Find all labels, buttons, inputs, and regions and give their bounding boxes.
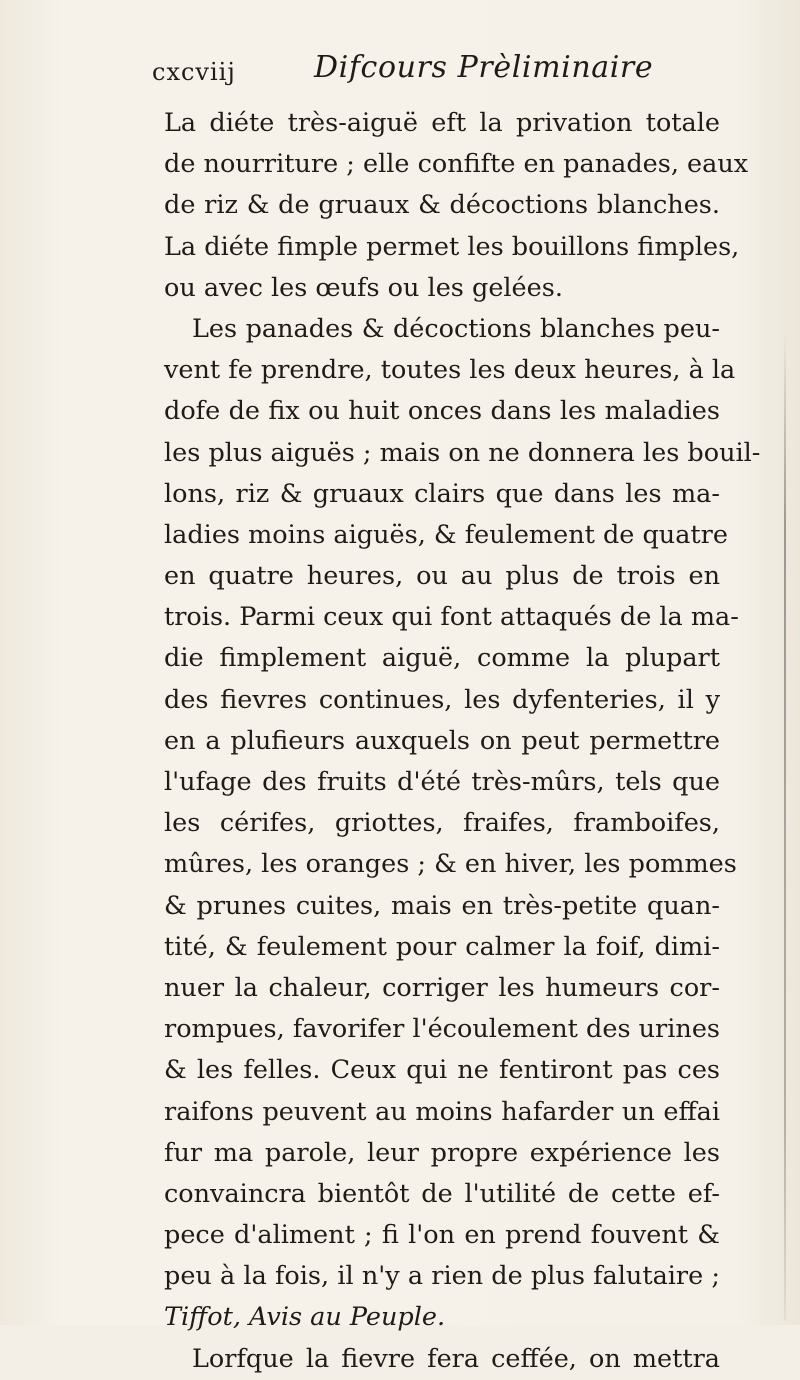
page-edge-shadow [784,330,786,1320]
text-line: vent fe prendre, toutes les deux heures, à la [164,355,736,386]
text-line: La diéte très-aiguë eft la privation totale [164,108,720,138]
text-line: die fimplement aiguë, comme la plupart [164,643,720,674]
text-line: Lorfque la fievre fera ceffée, on mettra [192,1343,720,1374]
text-line: pece d'aliment ; fi l'on en prend fouvent & [164,1220,720,1251]
text-line: nuer la chaleur, corriger les humeurs cor- [164,972,720,1003]
text-line: trois. Parmi ceux qui font attaqués de la ma- [164,602,739,633]
text-line: ou avec les œufs ou les gelées. [164,272,563,303]
text-line: mûres, les oranges ; & en hiver, les pommes [164,849,737,880]
text-line: La diéte fimple permet les bouillons fimples, [164,231,740,262]
text-line: tité, & feulement pour calmer la foif, dimi- [164,931,720,962]
page-number: cxcviij [152,58,236,86]
text-line: de nourriture ; elle confifte en panades, eaux [164,149,749,180]
text-line: & prunes cuites, mais en très-petite quan- [164,890,720,921]
text-line: les cérifes, griottes, fraifes, framboifes, [164,808,720,839]
text-line: peu à la fois, il n'y a rien de plus falutaire ; [164,1261,720,1292]
text-line: dofe de fix ou huit onces dans les maladies [164,396,720,427]
text-line: fur ma parole, leur propre expérience les [164,1137,720,1168]
text-line: rompues, favorifer l'écoulement des urines [164,1014,721,1045]
text-line: Les panades & décoctions blanches peu- [192,313,720,344]
text-line: l'ufage des fruits d'été très-mûrs, tels que [164,767,720,797]
text-line: & les felles. Ceux qui ne fentiront pas ces [164,1055,720,1086]
text-line: convaincra bientôt de l'utilité de cette ef- [164,1178,720,1209]
running-title: Difcours Prèliminaire [314,50,654,85]
text-line: des fievres continues, les dyfenteries, il y [164,684,720,715]
text-line: en a plufieurs auxquels on peut permettre [164,725,720,756]
text-line: les plus aiguës ; mais on ne donnera les bouil- [164,437,761,468]
page-header [152,50,712,98]
text-line: lons, riz & gruaux clairs que dans les ma- [164,478,720,509]
text-line: ladies moins aiguës, & feulement de quatre [164,519,728,550]
text-line: de riz & de gruaux & décoctions blanches. [164,190,720,221]
text-line: en quatre heures, ou au plus de trois en [164,561,720,592]
text-line: raifons peuvent au moins hafarder un effai [164,1096,720,1127]
citation: Tiffot, Avis au Peuple. [164,1302,446,1333]
body-text [164,103,761,1380]
